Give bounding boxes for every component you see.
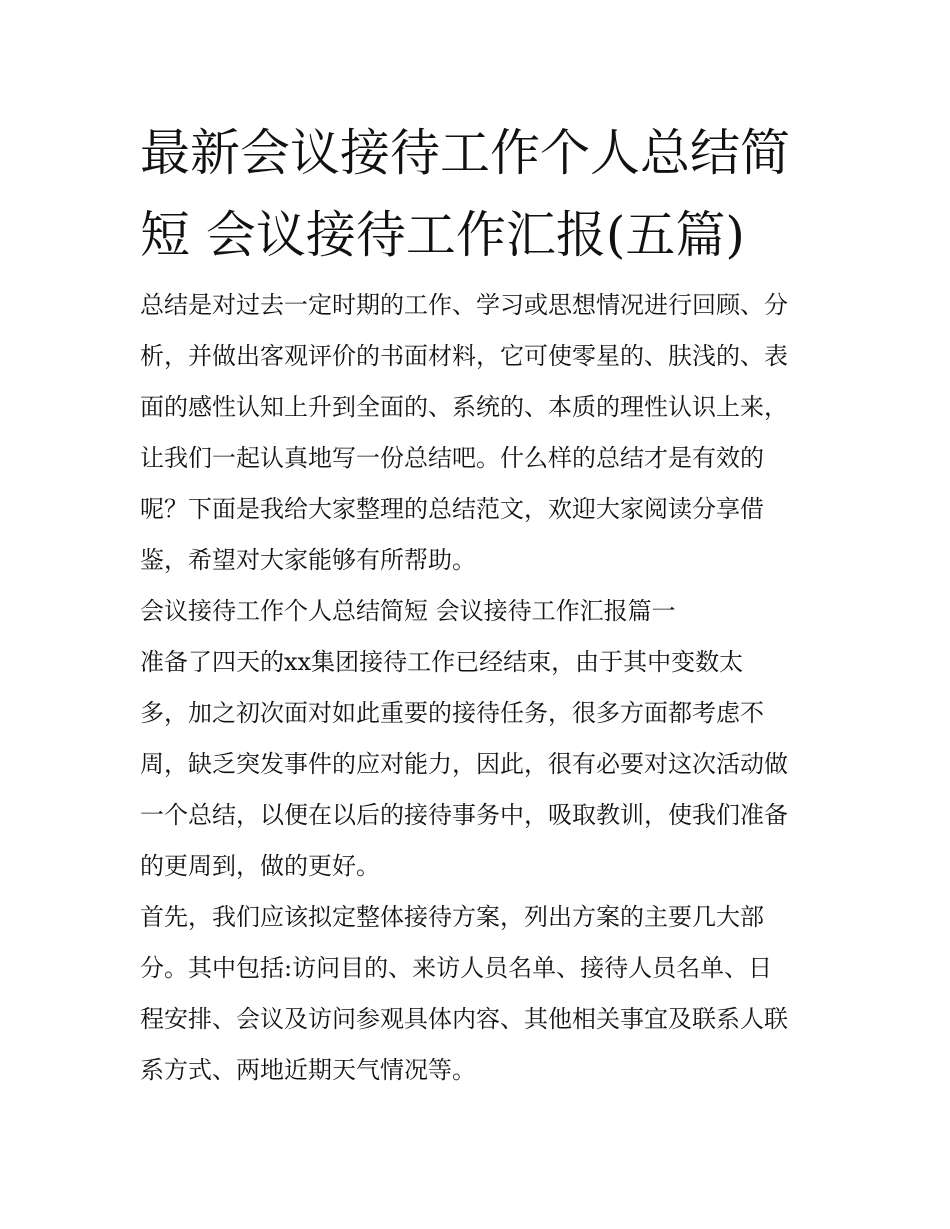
- text-line: 的更周到，做的更好。: [140, 852, 380, 880]
- title-line: 最新会议接待工作个人总结简: [140, 124, 790, 182]
- text-line: 呢？下面是我给大家整理的总结范文，欢迎大家阅读分享借: [140, 495, 764, 523]
- body-paragraph: [140, 892, 820, 1096]
- document-body: [140, 280, 820, 1096]
- text-line: 准备了四天的xx集团接待工作已经结束，由于其中变数太: [140, 648, 744, 676]
- document-title: [140, 112, 820, 276]
- text-line: 多，加之初次面对如此重要的接待任务，很多方面都考虑不: [140, 699, 764, 727]
- text-line: 让我们一起认真地写一份总结吧。什么样的总结才是有效的: [140, 444, 764, 472]
- text-line: 面的感性认知上升到全面的、系统的、本质的理性认识上来，: [140, 393, 788, 421]
- text-line: 总结是对过去一定时期的工作、学习或思想情况进行回顾、分: [140, 291, 788, 319]
- text-line: 首先，我们应该拟定整体接待方案，列出方案的主要几大部: [140, 903, 764, 931]
- title-line: 短 会议接待工作汇报(五篇): [140, 206, 745, 264]
- text-line: 分。其中包括:访问目的、来访人员名单、接待人员名单、日: [140, 954, 773, 982]
- intro-paragraph: [140, 280, 820, 586]
- text-line: 析，并做出客观评价的书面材料，它可使零星的、肤浅的、表: [140, 342, 788, 370]
- text-line: 程安排、会议及访问参观具体内容、其他相关事宜及联系人联: [140, 1005, 788, 1033]
- body-paragraph: [140, 637, 820, 892]
- section-heading: 会议接待工作个人总结简短 会议接待工作汇报篇一: [140, 597, 676, 625]
- text-line: 周，缺乏突发事件的应对能力，因此，很有必要对这次活动做: [140, 750, 788, 778]
- text-line: 一个总结，以便在以后的接待事务中，吸取教训，使我们准备: [140, 801, 788, 829]
- text-line: 鉴，希望对大家能够有所帮助。: [140, 546, 476, 574]
- text-line: 系方式、两地近期天气情况等。: [140, 1056, 476, 1084]
